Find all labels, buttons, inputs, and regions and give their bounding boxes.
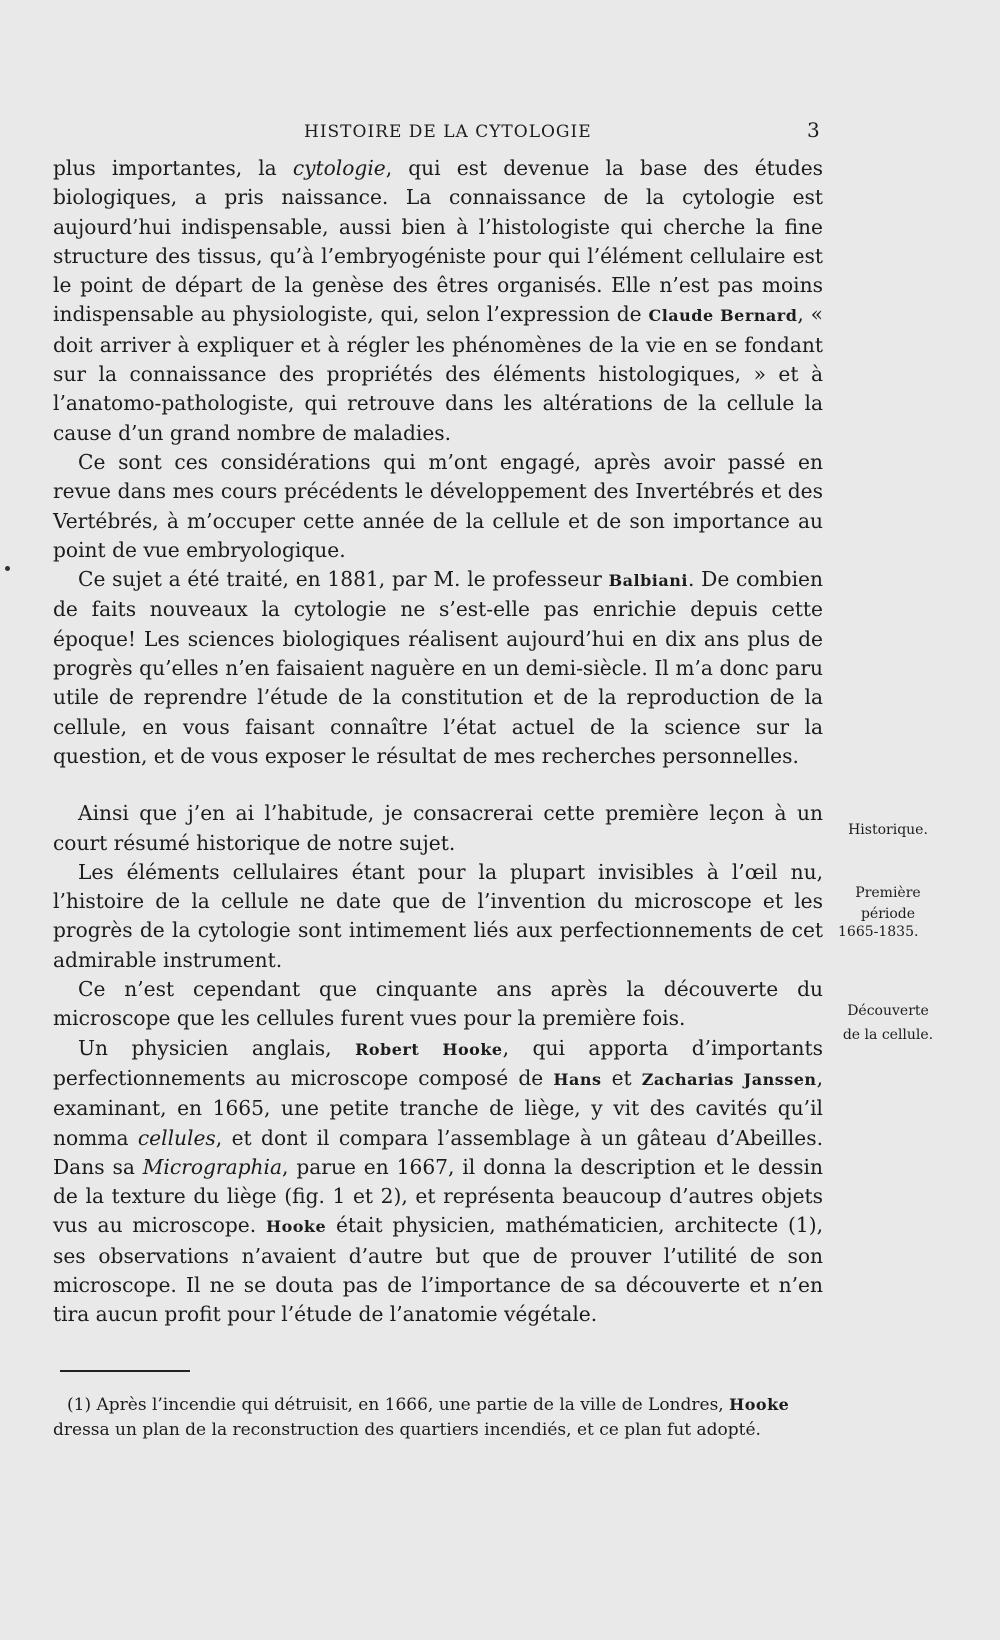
paragraph-2: Ce sont ces considérations qui m’ont engagé, après avoir passé en revue dans mes cours précédents le développement des Invertébrés et des Vertébrés, à m’occuper cette année de la cellule et de son importance au point de vue embryologique.: [53, 449, 823, 562]
person-name: Robert Hooke: [355, 1039, 503, 1059]
body-text: [53, 154, 823, 1330]
page-number: 3: [807, 118, 821, 142]
margin-note-periode: période: [860, 906, 916, 922]
text-run: , parue en 1667, il donna la description et le dessin de la texture du liège (fig. 1 et 2), et représenta beaucoup d’autres objets vus au microscope.: [53, 1154, 823, 1238]
margin-note-historique: Historique.: [848, 822, 928, 838]
person-name: Zacharias Janssen: [641, 1069, 817, 1089]
paragraph-6: Ce n’est cependant que cinquante ans après la découverte du microscope que les cellules furent vues pour la première fois.: [53, 977, 823, 1031]
text-run: , et dont il compara l’assemblage à un gâteau d’Abeilles. Dans sa: [53, 1125, 823, 1179]
text-run: et: [601, 1065, 642, 1090]
person-name: Hans: [553, 1069, 602, 1089]
text-run: Un physicien anglais,: [78, 1035, 356, 1060]
text-run: dressa un plan de la reconstruction des quartiers incendiés, et ce plan fut adopté.: [53, 1420, 761, 1440]
text-run: était physicien, mathématicien, architecte (1), ses observations n’avaient d’autre but que de prouver l’utilité de son microscope. Il ne se douta pas de l’importance de sa découverte et n’en tira aucun profit pour l’étude de l’anatomie végétale.: [53, 1213, 823, 1327]
paragraph-4: Ainsi que j’en ai l’habitude, je consacrerai cette première leçon à un court résumé historique de notre sujet.: [53, 801, 823, 855]
paragraph-5: Les éléments cellulaires étant pour la plupart invisibles à l’œil nu, l’histoire de la cellule ne date que de l’invention du microscope et les progrès de la cytologie sont intimement liés aux perfectionnements de cet admirable instrument.: [53, 859, 823, 972]
text-run: . De combien de faits nouveaux la cytologie ne s’est-elle pas enrichie depuis cette époque! Les sciences biologiques réalisent aujourd’hui en dix ans plus de progrès qu’elles n’en faisaient naguère en un demi-siècle. Il m’a donc paru utile de reprendre l’étude de la constitution et de la reproduction de la cellule, en vous faisant connaître l’état actuel de la science sur la question, et de vous exposer le résultat de mes recherches personnelles.: [53, 567, 823, 768]
text-run: , qui apporta d’importants perfectionnements au microscope composé de: [53, 1035, 824, 1090]
margin-note-de-la-cellule: de la cellule.: [842, 1027, 934, 1043]
text-run: , qui est devenue la base des études biologiques, a pris naissance. La connaissance de la cytologie est aujourd’hui indispensable, aussi bien à l’histologiste qui cherche la fine structure des tissus, qu’à l’embryogéniste pour qui l’élément cellulaire est le point de départ de la genèse des êtres organisés. Elle n’est pas moins indispensable au physiologiste, qui, selon l’expression de: [53, 156, 824, 327]
emphasis-cytologie: cytologie: [292, 156, 386, 180]
text-run: (1) Après l’incendie qui détruisit, en 1666, une partie de la ville de Londres,: [67, 1395, 730, 1415]
margin-note-premiere: Première: [855, 885, 921, 901]
person-name: Hooke: [265, 1217, 327, 1237]
margin-note-dates: 1665-1835.: [838, 924, 919, 940]
emphasis-micrographia: Micrographia: [142, 1154, 283, 1179]
person-name: Claude Bernard: [648, 306, 798, 326]
paragraph-7: [53, 1034, 823, 1330]
margin-note-decouverte: Découverte: [847, 1003, 929, 1019]
running-title: HISTOIRE DE LA CYTOLOGIE: [304, 122, 592, 142]
text-run: plus importantes, la: [53, 156, 293, 180]
footnote: [53, 1392, 823, 1443]
ink-speck: [5, 566, 10, 571]
text-run: Ce sujet a été traité, en 1881, par M. le professeur: [78, 567, 609, 592]
paragraph-1: [53, 154, 823, 448]
person-name: Balbiani: [608, 571, 688, 591]
footnote-rule: [60, 1370, 190, 1372]
text-run: , « doit arriver à expliquer et à régler les phénomènes de la vie en se fondant sur la connaissance des propriétés des éléments histologiques, » et à l’anatomo-pathologiste, qui retrouve dans les altérations de la cellule la cause d’un grand nombre de maladies.: [53, 302, 823, 445]
person-name: Hooke: [729, 1395, 790, 1414]
text-run: , examinant, en 1665, une petite tranche de liège, y vit des cavités qu’il nomma: [53, 1065, 823, 1150]
paragraph-3: [53, 565, 823, 771]
emphasis-cellules: cellules: [137, 1125, 216, 1150]
